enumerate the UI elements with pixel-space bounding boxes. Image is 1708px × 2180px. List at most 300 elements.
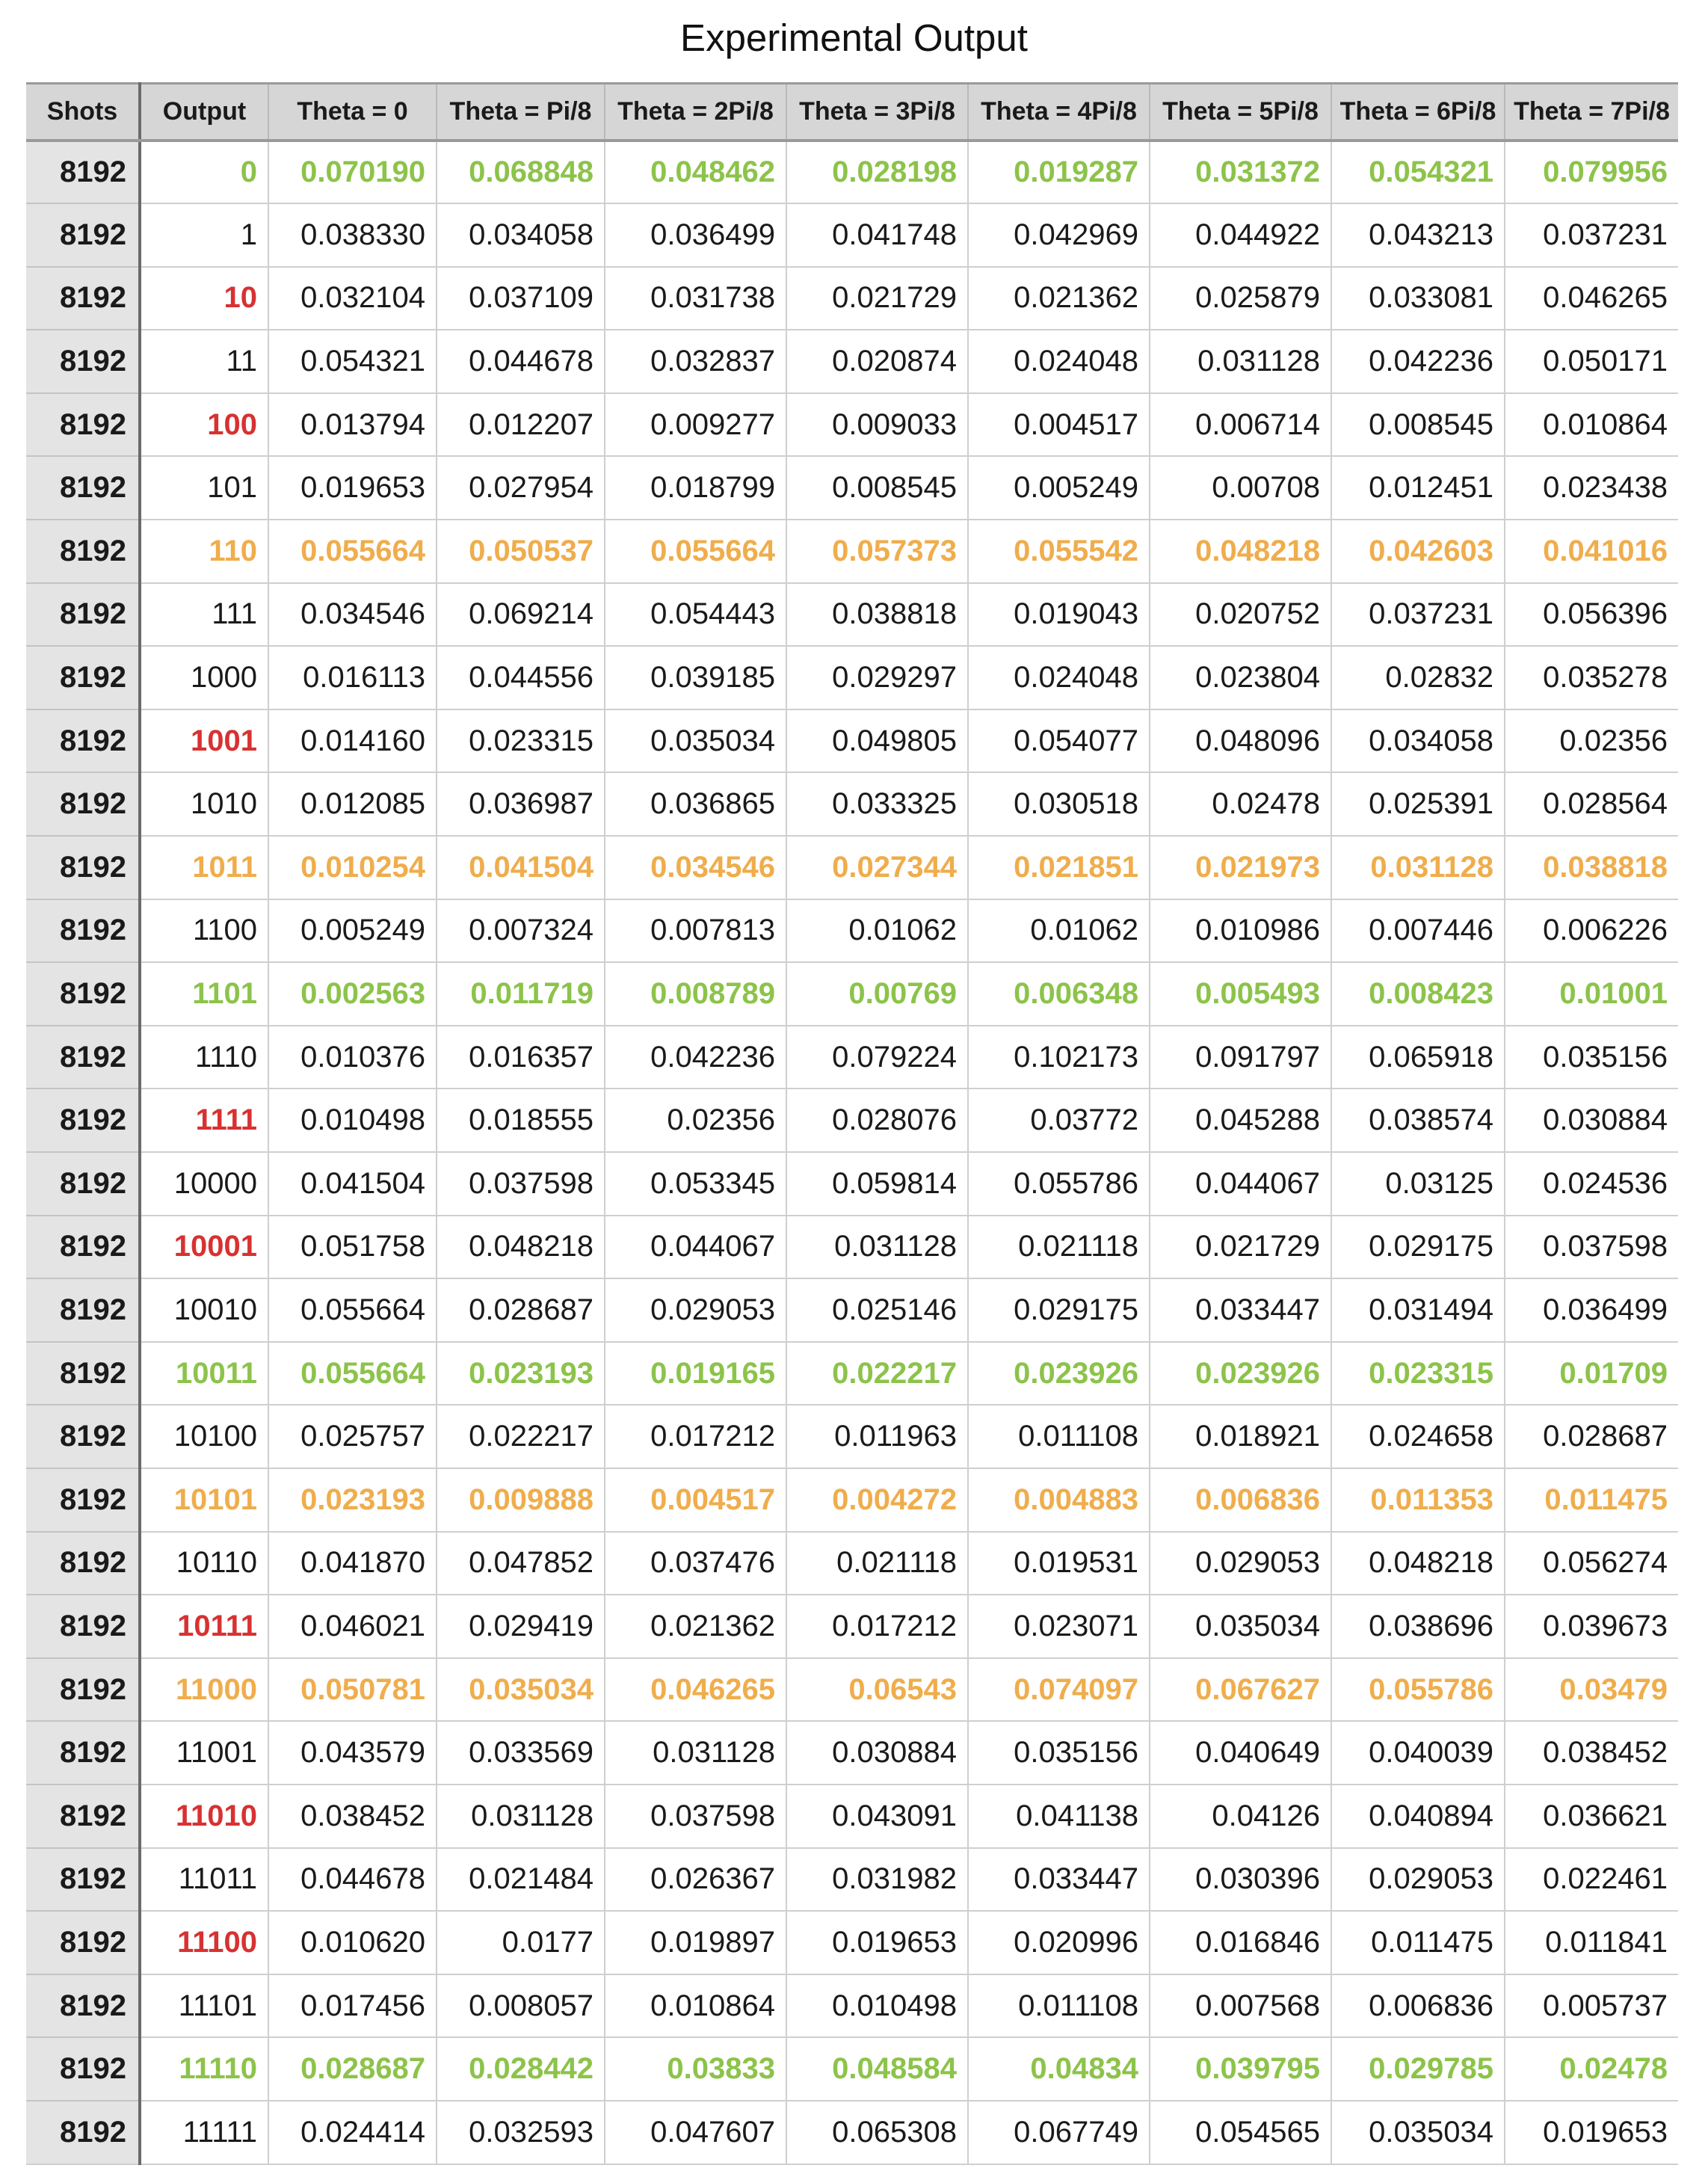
probability-cell: 0.028076 [786,1089,968,1152]
probability-cell: 0.025391 [1331,772,1505,836]
probability-cell: 0.036499 [605,203,786,267]
probability-cell: 0.042603 [1331,520,1505,583]
probability-cell: 0.007568 [1150,1974,1331,2038]
column-header: Output [140,84,268,141]
probability-cell: 0.023926 [1150,1342,1331,1405]
probability-cell: 0.039795 [1150,2037,1331,2101]
probability-cell: 0.019165 [605,1342,786,1405]
output-cell: 0 [140,141,268,204]
probability-cell: 0.019653 [1505,2101,1678,2164]
probability-cell: 0.038696 [1331,1595,1505,1658]
probability-cell: 0.005493 [1150,962,1331,1026]
probability-cell: 0.02356 [1505,709,1678,773]
shots-cell: 8192 [26,1405,140,1468]
probability-cell: 0.022217 [786,1342,968,1405]
probability-cell: 0.010864 [605,1974,786,2038]
probability-cell: 0.059814 [786,1152,968,1216]
output-cell: 11110 [140,2037,268,2101]
probability-cell: 0.0177 [437,1911,605,1974]
probability-cell: 0.006714 [1150,393,1331,457]
probability-cell: 0.043091 [786,1785,968,1848]
probability-cell: 0.037598 [1505,1216,1678,1279]
probability-cell: 0.044922 [1150,203,1331,267]
probability-cell: 0.029785 [1331,2037,1505,2101]
probability-cell: 0.030884 [1505,1089,1678,1152]
shots-cell: 8192 [26,1785,140,1848]
shots-cell: 8192 [26,709,140,773]
output-cell: 10001 [140,1216,268,1279]
probability-cell: 0.033447 [1150,1278,1331,1342]
output-cell: 110 [140,520,268,583]
probability-cell: 0.009033 [786,393,968,457]
probability-cell: 0.048462 [605,141,786,204]
probability-cell: 0.013794 [268,393,437,457]
probability-cell: 0.028687 [437,1278,605,1342]
table-row [26,1468,1678,1532]
probability-cell: 0.041748 [786,203,968,267]
probability-cell: 0.056274 [1505,1532,1678,1595]
probability-cell: 0.017212 [786,1595,968,1658]
header-row [26,84,1678,141]
probability-cell: 0.028564 [1505,772,1678,836]
probability-cell: 0.006836 [1331,1974,1505,2038]
probability-cell: 0.043213 [1331,203,1505,267]
table-row [26,203,1678,267]
shots-cell: 8192 [26,1026,140,1089]
probability-cell: 0.004883 [968,1468,1150,1532]
output-cell: 10010 [140,1278,268,1342]
probability-cell: 0.019531 [968,1532,1150,1595]
probability-cell: 0.051758 [268,1216,437,1279]
probability-cell: 0.031372 [1150,141,1331,204]
probability-cell: 0.019897 [605,1911,786,1974]
probability-cell: 0.055664 [605,520,786,583]
table-row [26,2101,1678,2164]
probability-cell: 0.049805 [786,709,968,773]
output-cell: 10100 [140,1405,268,1468]
probability-cell: 0.033447 [968,1848,1150,1912]
probability-cell: 0.079224 [786,1026,968,1089]
table-row [26,899,1678,963]
table-row [26,962,1678,1026]
probability-cell: 0.102173 [968,1026,1150,1089]
probability-cell: 0.024536 [1505,1152,1678,1216]
probability-cell: 0.054077 [968,709,1150,773]
table-row [26,1595,1678,1658]
probability-cell: 0.048218 [1331,1532,1505,1595]
probability-cell: 0.019653 [786,1911,968,1974]
probability-cell: 0.036865 [605,772,786,836]
probability-cell: 0.03833 [605,2037,786,2101]
probability-cell: 0.054321 [1331,141,1505,204]
probability-cell: 0.031982 [786,1848,968,1912]
probability-cell: 0.031738 [605,267,786,330]
probability-cell: 0.023071 [968,1595,1150,1658]
probability-cell: 0.020752 [1150,583,1331,647]
table-row [26,1658,1678,1722]
probability-cell: 0.01062 [786,899,968,963]
output-cell: 1110 [140,1026,268,1089]
probability-cell: 0.038818 [1505,836,1678,899]
probability-cell: 0.010864 [1505,393,1678,457]
probability-cell: 0.050171 [1505,330,1678,393]
column-header: Theta = 6Pi/8 [1331,84,1505,141]
probability-cell: 0.044678 [268,1848,437,1912]
probability-cell: 0.010498 [268,1089,437,1152]
probability-cell: 0.024048 [968,330,1150,393]
probability-cell: 0.028442 [437,2037,605,2101]
probability-cell: 0.03125 [1331,1152,1505,1216]
probability-cell: 0.016846 [1150,1911,1331,1974]
probability-cell: 0.038574 [1331,1089,1505,1152]
output-cell: 11101 [140,1974,268,2038]
probability-cell: 0.011353 [1331,1468,1505,1532]
probability-cell: 0.034546 [605,836,786,899]
shots-cell: 8192 [26,393,140,457]
probability-cell: 0.022461 [1505,1848,1678,1912]
probability-cell: 0.055664 [268,520,437,583]
probability-cell: 0.04126 [1150,1785,1331,1848]
probability-cell: 0.041504 [437,836,605,899]
shots-cell: 8192 [26,1089,140,1152]
probability-cell: 0.044067 [605,1216,786,1279]
probability-cell: 0.026367 [605,1848,786,1912]
table-row [26,1848,1678,1912]
probability-cell: 0.023193 [437,1342,605,1405]
table-row [26,1974,1678,2038]
probability-cell: 0.011963 [786,1405,968,1468]
probability-cell: 0.010986 [1150,899,1331,963]
probability-cell: 0.048096 [1150,709,1331,773]
probability-cell: 0.032104 [268,267,437,330]
probability-cell: 0.010254 [268,836,437,899]
table-row [26,2037,1678,2101]
output-cell: 11000 [140,1658,268,1722]
probability-cell: 0.032593 [437,2101,605,2164]
table-row [26,267,1678,330]
probability-cell: 0.054565 [1150,2101,1331,2164]
probability-cell: 0.011841 [1505,1911,1678,1974]
probability-cell: 0.055664 [268,1278,437,1342]
table-row [26,456,1678,520]
probability-cell: 0.011475 [1331,1911,1505,1974]
probability-cell: 0.019043 [968,583,1150,647]
table-row [26,1216,1678,1279]
probability-cell: 0.036621 [1505,1785,1678,1848]
probability-cell: 0.017212 [605,1405,786,1468]
probability-cell: 0.023193 [268,1468,437,1532]
probability-cell: 0.006836 [1150,1468,1331,1532]
output-cell: 1011 [140,836,268,899]
probability-cell: 0.010620 [268,1911,437,1974]
shots-cell: 8192 [26,1721,140,1785]
probability-cell: 0.023438 [1505,456,1678,520]
table-row [26,772,1678,836]
probability-cell: 0.068848 [437,141,605,204]
probability-cell: 0.048584 [786,2037,968,2101]
table-row [26,836,1678,899]
probability-cell: 0.044678 [437,330,605,393]
shots-cell: 8192 [26,962,140,1026]
probability-cell: 0.024048 [968,646,1150,709]
probability-cell: 0.028687 [1505,1405,1678,1468]
probability-cell: 0.037109 [437,267,605,330]
probability-cell: 0.00769 [786,962,968,1026]
table-row [26,709,1678,773]
probability-cell: 0.041016 [1505,520,1678,583]
probability-cell: 0.040649 [1150,1721,1331,1785]
shots-cell: 8192 [26,1216,140,1279]
table-row [26,1785,1678,1848]
output-cell: 1001 [140,709,268,773]
output-cell: 1010 [140,772,268,836]
probability-cell: 0.029053 [1331,1848,1505,1912]
probability-cell: 0.023315 [1331,1342,1505,1405]
shots-cell: 8192 [26,836,140,899]
probability-cell: 0.027344 [786,836,968,899]
probability-cell: 0.050537 [437,520,605,583]
table-row [26,1532,1678,1595]
probability-cell: 0.004272 [786,1468,968,1532]
probability-cell: 0.042236 [1331,330,1505,393]
probability-cell: 0.023926 [968,1342,1150,1405]
probability-cell: 0.018555 [437,1089,605,1152]
probability-cell: 0.00708 [1150,456,1331,520]
probability-cell: 0.025879 [1150,267,1331,330]
probability-cell: 0.055786 [968,1152,1150,1216]
probability-cell: 0.034058 [437,203,605,267]
probability-cell: 0.039673 [1505,1595,1678,1658]
probability-cell: 0.011108 [968,1405,1150,1468]
probability-cell: 0.035034 [605,709,786,773]
probability-cell: 0.038452 [1505,1721,1678,1785]
probability-cell: 0.032837 [605,330,786,393]
probability-cell: 0.010498 [786,1974,968,2038]
probability-cell: 0.01001 [1505,962,1678,1026]
probability-cell: 0.033569 [437,1721,605,1785]
table-header [26,84,1678,141]
probability-cell: 0.021118 [786,1532,968,1595]
probability-cell: 0.074097 [968,1658,1150,1722]
probability-cell: 0.009277 [605,393,786,457]
probability-cell: 0.033081 [1331,267,1505,330]
probability-cell: 0.018799 [605,456,786,520]
probability-cell: 0.037231 [1505,203,1678,267]
probability-cell: 0.057373 [786,520,968,583]
output-cell: 10111 [140,1595,268,1658]
probability-cell: 0.079956 [1505,141,1678,204]
probability-cell: 0.02478 [1505,2037,1678,2101]
probability-cell: 0.044556 [437,646,605,709]
shots-cell: 8192 [26,1152,140,1216]
table-row [26,583,1678,647]
output-cell: 11010 [140,1785,268,1848]
probability-cell: 0.025757 [268,1405,437,1468]
output-cell: 1 [140,203,268,267]
probability-cell: 0.024658 [1331,1405,1505,1468]
probability-cell: 0.009888 [437,1468,605,1532]
probability-cell: 0.050781 [268,1658,437,1722]
probability-cell: 0.021118 [968,1216,1150,1279]
probability-cell: 0.005737 [1505,1974,1678,2038]
probability-cell: 0.027954 [437,456,605,520]
probability-cell: 0.017456 [268,1974,437,2038]
probability-cell: 0.034058 [1331,709,1505,773]
probability-cell: 0.029175 [968,1278,1150,1342]
probability-cell: 0.03772 [968,1089,1150,1152]
probability-cell: 0.041870 [268,1532,437,1595]
probability-cell: 0.035156 [968,1721,1150,1785]
probability-cell: 0.040039 [1331,1721,1505,1785]
probability-cell: 0.008545 [1331,393,1505,457]
shots-cell: 8192 [26,520,140,583]
probability-cell: 0.046021 [268,1595,437,1658]
results-table [26,82,1678,2165]
probability-cell: 0.070190 [268,141,437,204]
page-title: Experimental Output [680,16,1028,59]
probability-cell: 0.042236 [605,1026,786,1089]
output-cell: 11 [140,330,268,393]
output-cell: 10101 [140,1468,268,1532]
output-cell: 101 [140,456,268,520]
probability-cell: 0.023315 [437,709,605,773]
shots-cell: 8192 [26,1342,140,1405]
probability-cell: 0.069214 [437,583,605,647]
probability-cell: 0.030396 [1150,1848,1331,1912]
probability-cell: 0.035034 [1150,1595,1331,1658]
table-row [26,330,1678,393]
probability-cell: 0.028687 [268,2037,437,2101]
table-row [26,1152,1678,1216]
probability-cell: 0.008789 [605,962,786,1026]
probability-cell: 0.048218 [437,1216,605,1279]
probability-cell: 0.030884 [786,1721,968,1785]
output-cell: 1100 [140,899,268,963]
probability-cell: 0.037476 [605,1532,786,1595]
probability-cell: 0.02832 [1331,646,1505,709]
probability-cell: 0.002563 [268,962,437,1026]
probability-cell: 0.029297 [786,646,968,709]
shots-cell: 8192 [26,1595,140,1658]
probability-cell: 0.031128 [1150,330,1331,393]
output-cell: 1000 [140,646,268,709]
probability-cell: 0.012451 [1331,456,1505,520]
probability-cell: 0.030518 [968,772,1150,836]
probability-cell: 0.022217 [437,1405,605,1468]
shots-cell: 8192 [26,1532,140,1595]
probability-cell: 0.055664 [268,1342,437,1405]
probability-cell: 0.01709 [1505,1342,1678,1405]
probability-cell: 0.019653 [268,456,437,520]
probability-cell: 0.06543 [786,1658,968,1722]
probability-cell: 0.011475 [1505,1468,1678,1532]
probability-cell: 0.02478 [1150,772,1331,836]
probability-cell: 0.091797 [1150,1026,1331,1089]
probability-cell: 0.021851 [968,836,1150,899]
output-cell: 10 [140,267,268,330]
probability-cell: 0.067627 [1150,1658,1331,1722]
probability-cell: 0.045288 [1150,1089,1331,1152]
probability-cell: 0.054321 [268,330,437,393]
probability-cell: 0.036987 [437,772,605,836]
shots-cell: 8192 [26,1974,140,2038]
column-header: Shots [26,84,140,141]
column-header: Theta = 7Pi/8 [1505,84,1678,141]
shots-cell: 8192 [26,772,140,836]
probability-cell: 0.007446 [1331,899,1505,963]
probability-cell: 0.007324 [437,899,605,963]
column-header: Theta = 2Pi/8 [605,84,786,141]
probability-cell: 0.029053 [1150,1532,1331,1595]
probability-cell: 0.021362 [605,1595,786,1658]
probability-cell: 0.006348 [968,962,1150,1026]
probability-cell: 0.004517 [968,393,1150,457]
probability-cell: 0.029175 [1331,1216,1505,1279]
probability-cell: 0.012207 [437,393,605,457]
probability-cell: 0.019287 [968,141,1150,204]
probability-cell: 0.046265 [1505,267,1678,330]
probability-cell: 0.01062 [968,899,1150,963]
probability-cell: 0.021729 [786,267,968,330]
shots-cell: 8192 [26,141,140,204]
table-row [26,520,1678,583]
output-cell: 11001 [140,1721,268,1785]
probability-cell: 0.038330 [268,203,437,267]
probability-cell: 0.006226 [1505,899,1678,963]
probability-cell: 0.039185 [605,646,786,709]
probability-cell: 0.029419 [437,1595,605,1658]
probability-cell: 0.031128 [786,1216,968,1279]
table-row [26,1026,1678,1089]
probability-cell: 0.043579 [268,1721,437,1785]
probability-cell: 0.04834 [968,2037,1150,2101]
shots-cell: 8192 [26,2101,140,2164]
probability-cell: 0.016113 [268,646,437,709]
probability-cell: 0.044067 [1150,1152,1331,1216]
probability-cell: 0.008545 [786,456,968,520]
probability-cell: 0.023804 [1150,646,1331,709]
probability-cell: 0.020996 [968,1911,1150,1974]
probability-cell: 0.067749 [968,2101,1150,2164]
probability-cell: 0.033325 [786,772,968,836]
shots-cell: 8192 [26,267,140,330]
probability-cell: 0.038818 [786,583,968,647]
shots-cell: 8192 [26,456,140,520]
probability-cell: 0.031494 [1331,1278,1505,1342]
probability-cell: 0.005249 [968,456,1150,520]
probability-cell: 0.028198 [786,141,968,204]
table-row [26,1911,1678,1974]
probability-cell: 0.011108 [968,1974,1150,2038]
shots-cell: 8192 [26,203,140,267]
shots-cell: 8192 [26,899,140,963]
table-body [26,141,1678,2164]
shots-cell: 8192 [26,330,140,393]
column-header: Theta = 3Pi/8 [786,84,968,141]
output-cell: 1101 [140,962,268,1026]
probability-cell: 0.018921 [1150,1405,1331,1468]
probability-cell: 0.011719 [437,962,605,1026]
probability-cell: 0.008057 [437,1974,605,2038]
probability-cell: 0.065918 [1331,1026,1505,1089]
shots-cell: 8192 [26,1911,140,1974]
table-row [26,1089,1678,1152]
probability-cell: 0.025146 [786,1278,968,1342]
table-row [26,141,1678,204]
output-cell: 100 [140,393,268,457]
probability-cell: 0.056396 [1505,583,1678,647]
probability-cell: 0.007813 [605,899,786,963]
